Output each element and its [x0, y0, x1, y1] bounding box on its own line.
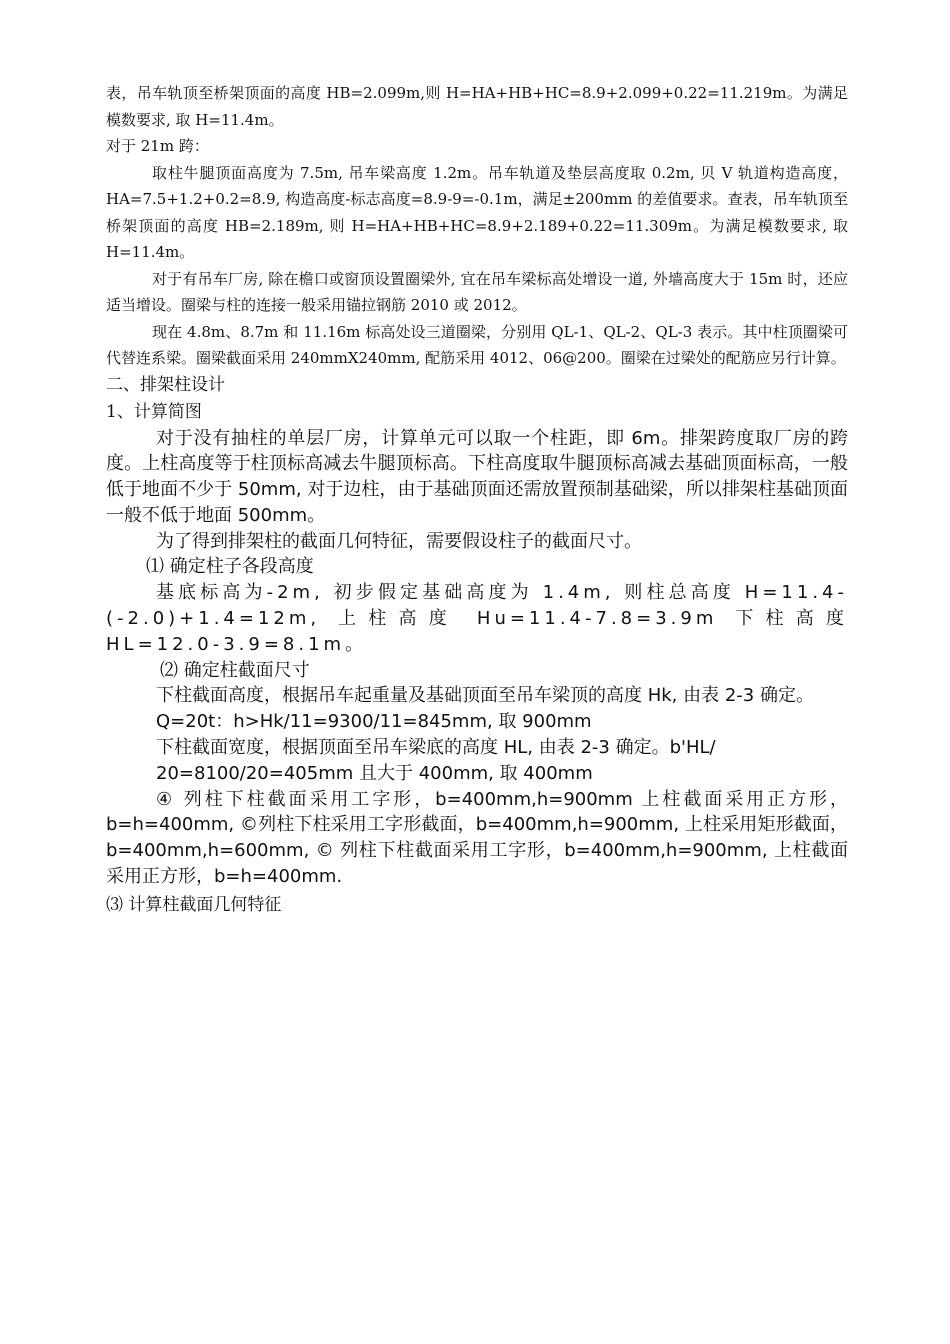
paragraph-21m-span-calc: 取柱牛腿顶面高度为 7.5m, 吊车梁高度 1.2m。吊车轨道及垫层高度取 0.2m, 贝 V 轨道构造高度，HA=7.5+1.2+0.2=8.9, 构造高度-标志高度=8.9-9=-0.1m，满足±200mm 的差值要求。查表，吊车轨顶至桥架顶面的高度 HB=2.189m, 则 H=HA+HB+HC=8.9+2.189+0.22=11.309m。为满足模数要求, 取 H=11.4m。 [106, 163, 848, 261]
paragraph-span-height-conclusion: 表，吊车轨顶至桥架顶面的高度 HB=2.099m,则 H=HA+HB+HC=8.9+2.099+0.22=11.219m。为满足模数要求, 取 H=11.4m。 [106, 84, 848, 129]
formula-lower-column-h: Q=20t：h>Hk/11=9300/11=845mm, 取 900mm [156, 711, 592, 733]
item-heading-section-properties: ⑶ 计算柱截面几何特征 [106, 894, 282, 915]
paragraph-column-heights: 基底标高为-2m, 初步假定基础高度为 1.4m, 则柱总高度 H=11.4-(-2.0)+1.4=12m, 上柱高度 Hu=11.4-7.8=3.9m 下柱高度 HL=12.0-3.9=8.1m。 [106, 582, 848, 655]
paragraph-lower-column-width: 下柱截面宽度，根据顶面至吊车梁底的高度 HL, 由表 2-3 确定。b'HL/ [156, 737, 716, 759]
paragraph-ring-beam-rule: 对于有吊车厂房, 除在檐口或窗顶设置圈梁外, 宜在吊车梁标高处增设一道, 外墙高度大于 15m 时，还应适当增设。圈梁与柱的连接一般采用锚拉钢筋 2010 或 2012。 [106, 269, 848, 314]
subsection-heading-diagram: 1、计算简图 [106, 401, 202, 422]
paragraph-column-sections: ④ 列柱下柱截面采用工字形，b=400mm,h=900mm 上柱截面采用正方形，b=h=400mm, ©列柱下柱采用工字形截面，b=400mm,h=900mm, 上柱采用矩形截面，b=400mm,h=600mm, © 列柱下柱截面采用工字形，b=400mm,h=900mm, 上柱截面采用正方形，b=h=400mm. [106, 788, 848, 888]
paragraph-lower-column-height: 下柱截面高度，根据吊车起重量及基础顶面至吊车梁顶的高度 Hk, 由表 2-3 确定。 [156, 685, 814, 707]
paragraph-calc-unit: 对于没有抽柱的单层厂房，计算单元可以取一个柱距，即 6m。排架跨度取厂房的跨度。上柱高度等于柱顶标高减去牛腿顶标高。下柱高度取牛腿顶标高减去基础顶面标高，一般低于地面不少于 50mm, 对于边柱，由于基础顶面还需放置预制基础梁，所以排架柱基础顶面一般不低于地面 500mm。 [106, 427, 848, 526]
formula-lower-column-b: 20=8100/20=405mm 且大于 400mm, 取 400mm [156, 762, 593, 784]
item-heading-column-heights: ⑴ 确定柱子各段高度 [146, 556, 314, 578]
paragraph-21m-span-heading: 对于 21m 跨： [106, 137, 209, 155]
section-heading-bent-column: 二、排架柱设计 [106, 374, 225, 395]
paragraph-ring-beam-layout: 现在 4.8m、8.7m 和 11.16m 标高处设三道圈梁，分别用 QL-1、QL-2、QL-3 表示。其中柱顶圈梁可代替连系梁。圈梁截面采用 240mmX240mm, 配筋采用 4012、06@200。圈梁在过梁处的配筋应另行计算。 [106, 322, 848, 367]
document-page [106, 80, 848, 919]
paragraph-assume-section: 为了得到排架柱的截面几何特征，需要假设柱子的截面尺寸。 [156, 530, 642, 552]
item-heading-section-size: ⑵ 确定柱截面尺寸 [160, 659, 310, 681]
